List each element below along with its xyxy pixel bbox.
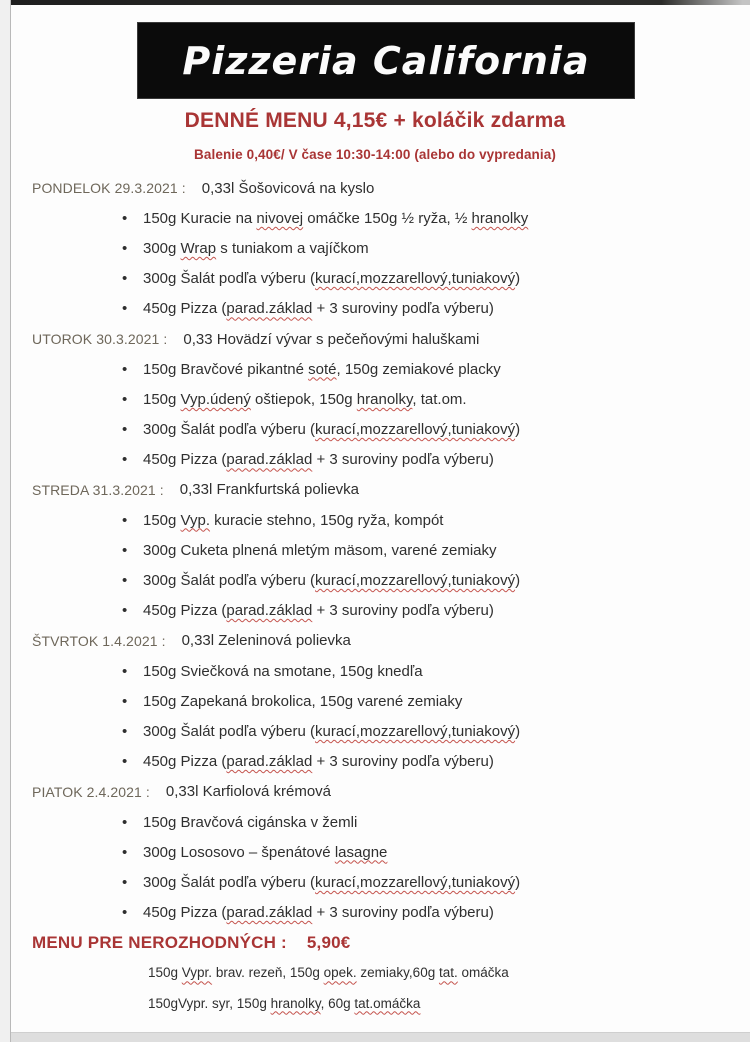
day-heading (0, 475, 750, 505)
fixed-menu-item-text: 150gVypr. syr, 150g hranolky, 60g tat.omáčka (148, 995, 421, 1011)
menu-item (0, 898, 750, 928)
menu-item-text: 150g Zapekaná brokolica, 150g varené zemiaky (143, 692, 463, 710)
menu-item (0, 384, 750, 414)
misspelled-word: Wrap (180, 239, 217, 257)
misspelled-word: nivovej (256, 209, 304, 227)
menu-item-text: 150g Vyp.údený oštiepok, 150g hranolky, tat.om. (143, 390, 467, 408)
misspelled-word: soté (308, 360, 337, 378)
misspelled-word: Vypr. (181, 965, 213, 981)
menu-item-text: 450g Pizza (parad.základ + 3 suroviny podľa výberu) (143, 904, 494, 922)
menu-item-text: 450g Pizza (parad.základ + 3 suroviny podľa výberu) (143, 602, 494, 620)
menu-item (0, 535, 750, 565)
day-heading (0, 324, 750, 354)
menu-item (0, 415, 750, 445)
bullet-icon: • (122, 239, 128, 257)
menu-item-text: 150g Sviečková na smotane, 150g knedľa (143, 662, 423, 680)
menu-item (0, 596, 750, 626)
misspelled-word: kurací,mozzarellový,tuniakový (315, 873, 516, 891)
bullet-icon: • (122, 270, 128, 288)
day-label: ŠTVRTOK 1.4.2021 : (32, 632, 166, 649)
menu-item (0, 565, 750, 595)
misspelled-word: parad.základ (226, 753, 313, 771)
bullet-icon: • (122, 753, 128, 771)
misspelled-word: opek. (323, 965, 357, 981)
soup-of-day: 0,33l Karfiolová krémová (165, 783, 332, 801)
photo-edge-left (0, 0, 11, 1042)
misspelled-word: tat. (438, 965, 458, 981)
menu-item (0, 505, 750, 535)
menu-item (0, 686, 750, 716)
menu-item-text: 300g Šalát podľa výberu (kurací,mozzarellový,tuniakový) (143, 873, 521, 891)
menu-item (0, 264, 750, 294)
menu-item-text: 450g Pizza (parad.základ + 3 suroviny podľa výberu) (143, 753, 494, 771)
menu-subtitle: Balenie 0,40€/ V čase 10:30-14:00 (alebo do vypredania) (194, 147, 556, 162)
soup-of-day: 0,33 Hovädzí vývar s pečeňovými haluškami (183, 330, 480, 348)
misspelled-word: kurací,mozzarellový,tuniakový (315, 270, 516, 288)
misspelled-word: kurací,mozzarellový,tuniakový (315, 421, 516, 439)
day-label: UTOROK 30.3.2021 : (32, 331, 168, 348)
day-label: PIATOK 2.4.2021 : (32, 783, 150, 800)
day-label: PONDELOK 29.3.2021 : (32, 180, 186, 197)
day-heading (0, 777, 750, 807)
misspelled-word: parad.základ (226, 904, 313, 922)
misspelled-word: Vyp. (180, 511, 211, 529)
menu-item-text: 300g Šalát podľa výberu (kurací,mozzarellový,tuniakový) (143, 270, 521, 288)
menu-item-text: 150g Kuracie na nivovej omáčke 150g ½ ryža, ½ hranolky (143, 209, 529, 227)
fixed-menu-heading (0, 928, 750, 958)
menu-item-text: 450g Pizza (parad.základ + 3 suroviny podľa výberu) (143, 300, 494, 318)
bullet-icon: • (122, 662, 128, 680)
menu-item (0, 716, 750, 746)
menu-item (0, 203, 750, 233)
misspelled-word: hranolky (356, 390, 413, 408)
bullet-icon: • (122, 541, 128, 559)
menu-item-text: 300g Šalát podľa výberu (kurací,mozzarellový,tuniakový) (143, 421, 521, 439)
misspelled-word: parad.základ (226, 602, 313, 620)
bullet-icon: • (122, 602, 128, 620)
fixed-menu-label: MENU PRE NEROZHODNÝCH : (32, 932, 287, 952)
bullet-icon: • (122, 300, 128, 318)
menu-item-text: 300g Cuketa plnená mletým mäsom, varené zemiaky (143, 541, 497, 559)
menu-item (0, 747, 750, 777)
fixed-menu-item-text: 150g Vypr. brav. rezeň, 150g opek. zemiaky,60g tat. omáčka (148, 965, 509, 981)
misspelled-word: tat.omáčka (354, 995, 421, 1011)
menu-item-text: 300g Lososovo – špenátové lasagne (143, 843, 388, 861)
fixed-menu-item (0, 988, 750, 1018)
menu-item-text: 300g Šalát podľa výberu (kurací,mozzarellový,tuniakový) (143, 722, 521, 740)
bullet-icon: • (122, 390, 128, 408)
misspelled-word: lasagne (334, 843, 388, 861)
menu-item-text: 150g Bravčová cigánska v žemli (143, 813, 358, 831)
misspelled-word: parad.základ (226, 300, 313, 318)
misspelled-word: hranolky (270, 995, 321, 1011)
bullet-icon: • (122, 813, 128, 831)
menu-item (0, 354, 750, 384)
photo-edge-bottom (0, 1032, 750, 1042)
soup-of-day: 0,33l Frankfurtská polievka (179, 481, 360, 499)
menu-body (0, 173, 750, 1018)
bullet-icon: • (122, 572, 128, 590)
misspelled-word: hranolky (471, 209, 529, 227)
bullet-icon: • (122, 451, 128, 469)
menu-item-text: 300g Šalát podľa výberu (kurací,mozzarellový,tuniakový) (143, 572, 521, 590)
bullet-icon: • (122, 692, 128, 710)
bullet-icon: • (122, 904, 128, 922)
menu-item-text: 450g Pizza (parad.základ + 3 suroviny podľa výberu) (143, 451, 494, 469)
menu-item (0, 233, 750, 263)
bullet-icon: • (122, 421, 128, 439)
menu-item-text: 150g Vyp. kuracie stehno, 150g ryža, kompót (143, 511, 444, 529)
restaurant-logo (137, 22, 635, 99)
bullet-icon: • (122, 209, 128, 227)
misspelled-word: kurací,mozzarellový,tuniakový (315, 572, 516, 590)
menu-item (0, 837, 750, 867)
menu-item-text: 150g Bravčové pikantné soté, 150g zemiakové placky (143, 360, 501, 378)
soup-of-day: 0,33l Zeleninová polievka (181, 632, 351, 650)
menu-item-text: 300g Wrap s tuniakom a vajíčkom (143, 239, 369, 257)
fixed-menu-item (0, 958, 750, 988)
day-heading (0, 173, 750, 203)
bullet-icon: • (122, 843, 128, 861)
day-label: STREDA 31.3.2021 : (32, 481, 164, 498)
bullet-icon: • (122, 722, 128, 740)
misspelled-word: parad.základ (226, 451, 313, 469)
restaurant-logo-text: Pizzeria California (182, 38, 590, 83)
menu-item (0, 807, 750, 837)
menu-title: DENNÉ MENU 4,15€ + koláčik zdarma (184, 109, 566, 132)
menu-item (0, 867, 750, 897)
soup-of-day: 0,33l Šošovicová na kyslo (201, 179, 375, 197)
fixed-menu-price: 5,90€ (306, 932, 351, 952)
bullet-icon: • (122, 511, 128, 529)
misspelled-word: kurací,mozzarellový,tuniakový (315, 722, 516, 740)
menu-item (0, 445, 750, 475)
misspelled-word: Vyp.údený (180, 390, 251, 408)
day-heading (0, 626, 750, 656)
menu-item (0, 294, 750, 324)
bullet-icon: • (122, 873, 128, 891)
bullet-icon: • (122, 360, 128, 378)
menu-item (0, 656, 750, 686)
photo-edge-top (10, 0, 750, 5)
